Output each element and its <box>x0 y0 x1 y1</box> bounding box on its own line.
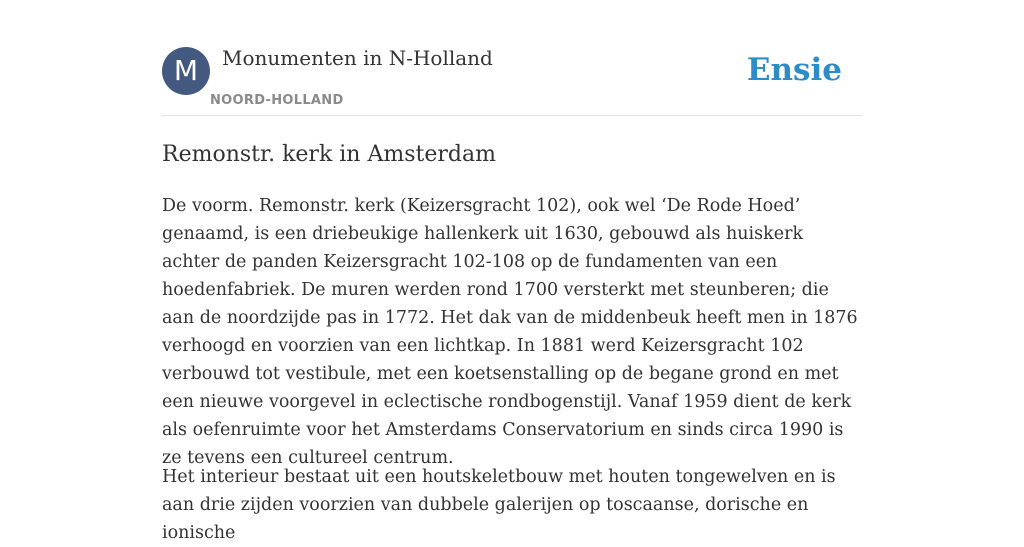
site-subtitle-link[interactable]: NOORD-HOLLAND <box>210 93 344 108</box>
article-paragraph-1: De voorm. Remonstr. kerk (Keizersgracht 102), ook wel ‘De Rode Hoed’ genaamd, is een driebeukige hallenkerk uit 1630, gebouwd als huiskerk achter de panden Keizersgracht 102-108 op de fundamenten van een hoedenfabriek. De muren werden rond 1700 versterkt met steunberen; die aan de noordzijde pas in 1772. Het dak van de middenbeuk heeft men in 1876 verhoogd en voorzien van een lichtkap. In 1881 werd Keizersgracht 102 verbouwd tot vestibule, met een koetsenstalling op de begane grond en met een nieuwe voorgevel in eclectische rondbogenstijl. Vanaf 1959 dient de kerk als oefenruimte voor het Amsterdams Conservatorium en sinds circa 1990 is ze tevens een cultureel centrum. <box>162 196 858 468</box>
article-title: Remonstr. kerk in Amsterdam <box>162 142 496 167</box>
site-title-link[interactable]: Monumenten in N-Holland <box>222 46 493 70</box>
brand-logo[interactable]: Ensie <box>746 52 842 88</box>
article-paragraph-2: Het interieur bestaat uit een houtskeletbouw met houten tongewelven en is aan drie zijden voorzien van dubbele galerijen op toscaanse, dorische en ionische <box>162 467 836 543</box>
avatar[interactable]: M <box>162 47 210 95</box>
header <box>162 0 862 116</box>
